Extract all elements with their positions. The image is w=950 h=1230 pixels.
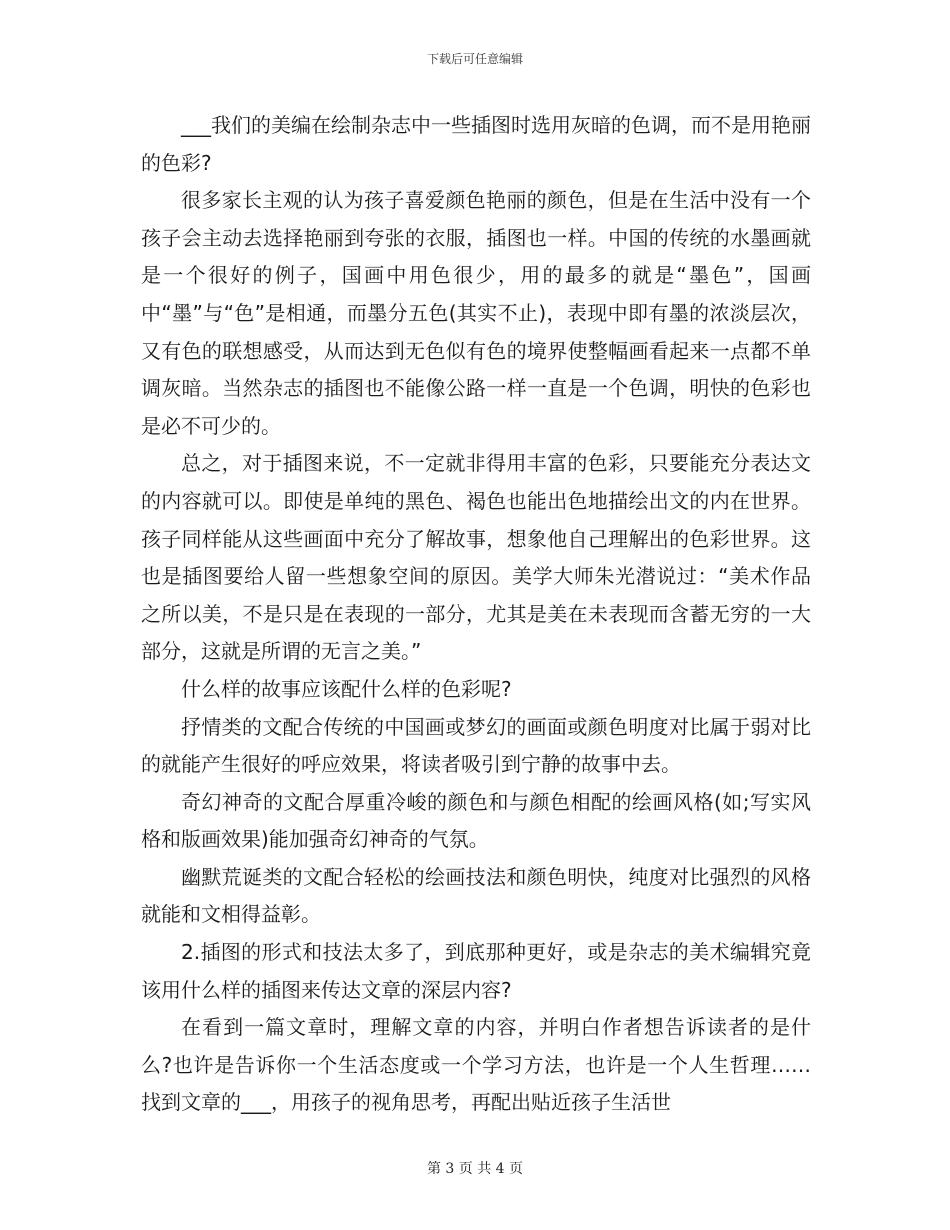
paragraph: 奇幻神奇的文配合厚重冷峻的颜色和与颜色相配的绘画风格(如;写实风格和版画效果)能加强奇幻神奇的气氛。: [141, 789, 811, 852]
page-header: 下载后可任意编辑: [426, 52, 523, 66]
paragraph: 幽默荒诞类的文配合轻松的绘画技法和颜色明快，纯度对比强烈的风格就能和文相得益彰。: [141, 864, 811, 927]
paragraph: 总之，对于插图来说，不一定就非得用丰富的色彩，只要能充分表达文的内容就可以。即使是单纯的黑色、褐色也能出色地描绘出文的内在世界。孩子同样能从这些画面中充分了解故事，想象他自己理解出的色彩世界。这也是插图要给人留一些想象空间的原因。美学大师朱光潜说过：“美术作品之所以美，不是只是在表现的一部分，尤其是美在未表现而含蓄无穷的一大部分，这就是所谓的无言之美。”: [141, 451, 811, 664]
paragraph: ___我们的美编在绘制杂志中一些插图时选用灰暗的色调，而不是用艳丽的色彩?: [141, 113, 811, 175]
paragraph: 很多家长主观的认为孩子喜爱颜色艳丽的颜色，但是在生活中没有一个孩子会主动去选择艳丽到夸张的衣服，插图也一样。中国的传统的水墨画就是一个很好的例子，国画中用色很少，用的最多的就是“墨色”，国画中“墨”与“色”是相通，而墨分五色(其实不止)，表现中即有墨的浓淡层次，又有色的联想感受，从而达到无色似有色的境界使整幅画看起来一点都不单调灰暗。当然杂志的插图也不能像公路一样一直是一个色调，明快的色彩也是必不可少的。: [141, 188, 811, 438]
document-body: [141, 107, 811, 1122]
page-number: 第 3 页 共 4 页: [426, 1161, 524, 1177]
paragraph: 2.插图的形式和技法太多了，到底那种更好，或是杂志的美术编辑究竟该用什么样的插图来传达文章的深层内容?: [141, 940, 811, 1002]
paragraph: 抒情类的文配合传统的中国画或梦幻的画面或颜色明度对比属于弱对比的就能产生很好的呼应效果，将读者吸引到宁静的故事中去。: [141, 714, 811, 777]
paragraph: 在看到一篇文章时，理解文章的内容，并明白作者想告诉读者的是什么?也许是告诉你一个生活态度或一个学习方法，也许是一个人生哲理……找到文章的___，用孩子的视角思考，再配出贴近孩子生活世: [141, 1015, 811, 1115]
paragraph: 什么样的故事应该配什么样的色彩呢?: [181, 676, 512, 701]
